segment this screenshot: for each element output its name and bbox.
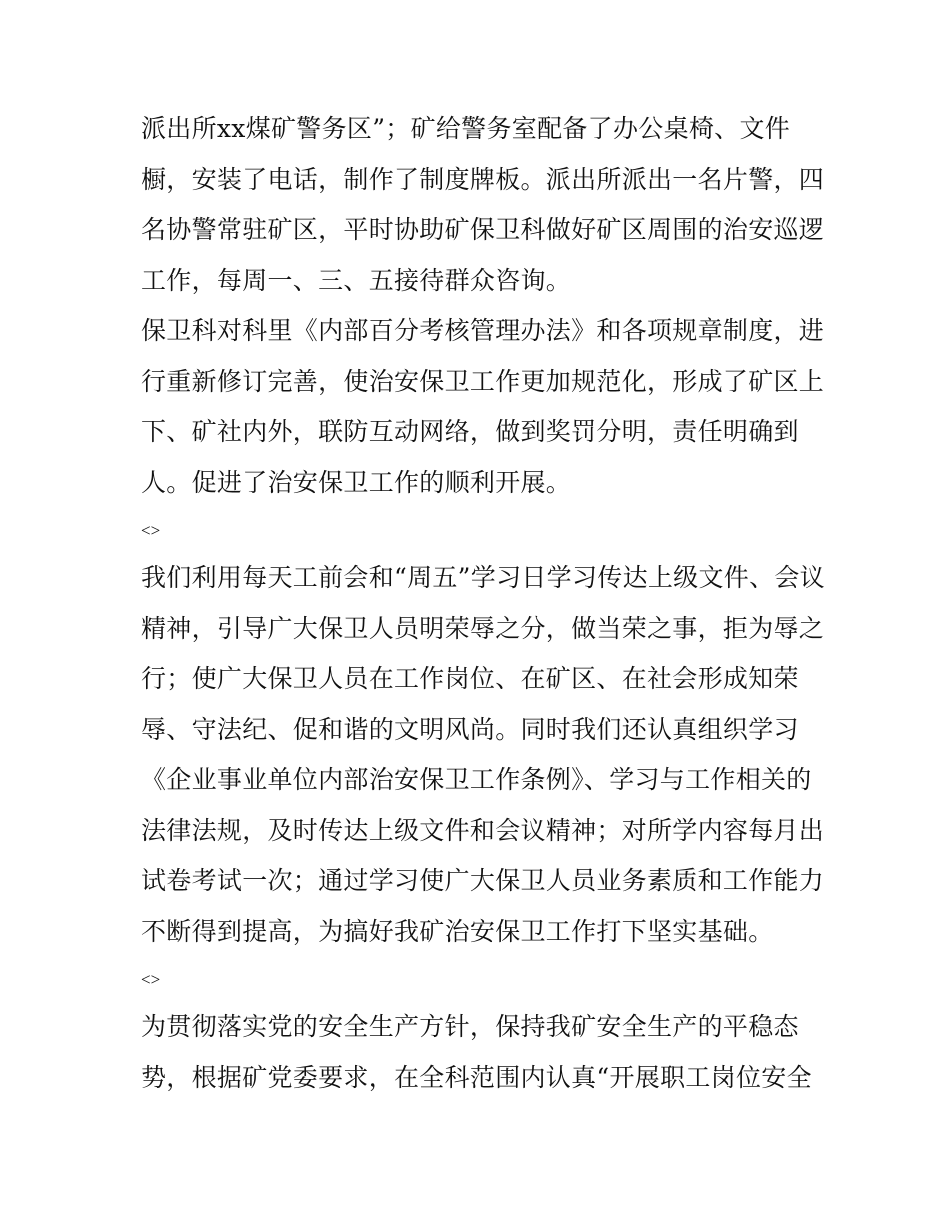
text-line: 为贯彻落实党的安全生产方针，保持我矿安全生产的平稳态 xyxy=(141,1012,799,1041)
text-line: 势，根据矿党委要求，在全科范围内认真“开展职工岗位安全 xyxy=(141,1062,812,1092)
text-line: 人。促进了治安保卫工作的顺利开展。 xyxy=(141,467,572,497)
text-line: 保卫科对科里《内部百分考核管理办法》和各项规章制度，进 xyxy=(141,316,825,345)
text-line: 试卷考试一次；通过学习使广大保卫人员业务素质和工作能力 xyxy=(141,866,825,895)
text-line: 下、矿社内外，联防互动网络，做到奖罚分明，责任明确到 xyxy=(141,417,799,446)
text-line: 橱，安装了电话，制作了制度牌板。派出所派出一名片警，四 xyxy=(141,164,825,194)
text-line: 名协警常驻矿区，平时协助矿保卫科做好矿区周围的治安巡逻 xyxy=(141,215,825,244)
text-line: 《企业事业单位内部治安保卫工作条例》、学习与工作相关的 xyxy=(141,765,812,794)
text-line: 辱、守法纪、促和谐的文明风尚。同时我们还认真组织学习 xyxy=(141,714,799,744)
text-line: 行重新修订完善，使治安保卫工作更加规范化，形成了矿区上 xyxy=(141,366,825,396)
text-line: 派出所xx煤矿警务区”；矿给警务室配备了办公桌椅、文件 xyxy=(141,114,791,143)
text-line: 法律法规，及时传达上级文件和会议精神；对所学内容每月出 xyxy=(141,815,825,845)
text-line: 不断得到提高，为搞好我矿治安保卫工作打下坚实基础。 xyxy=(141,916,774,946)
text-line: 工作，每周一、三、五接待群众咨询。 xyxy=(141,265,572,295)
section-marker: <> xyxy=(141,970,161,989)
text-line: 我们利用每天工前会和“周五”学习日学习传达上级文件、会议 xyxy=(141,563,825,592)
text-line: 精神，引导广大保卫人员明荣辱之分，做当荣之事，拒为辱之 xyxy=(141,613,825,643)
section-marker: <> xyxy=(141,521,161,540)
text-line: 行；使广大保卫人员在工作岗位、在矿区、在社会形成知荣 xyxy=(141,664,799,693)
document-body xyxy=(141,104,825,1103)
